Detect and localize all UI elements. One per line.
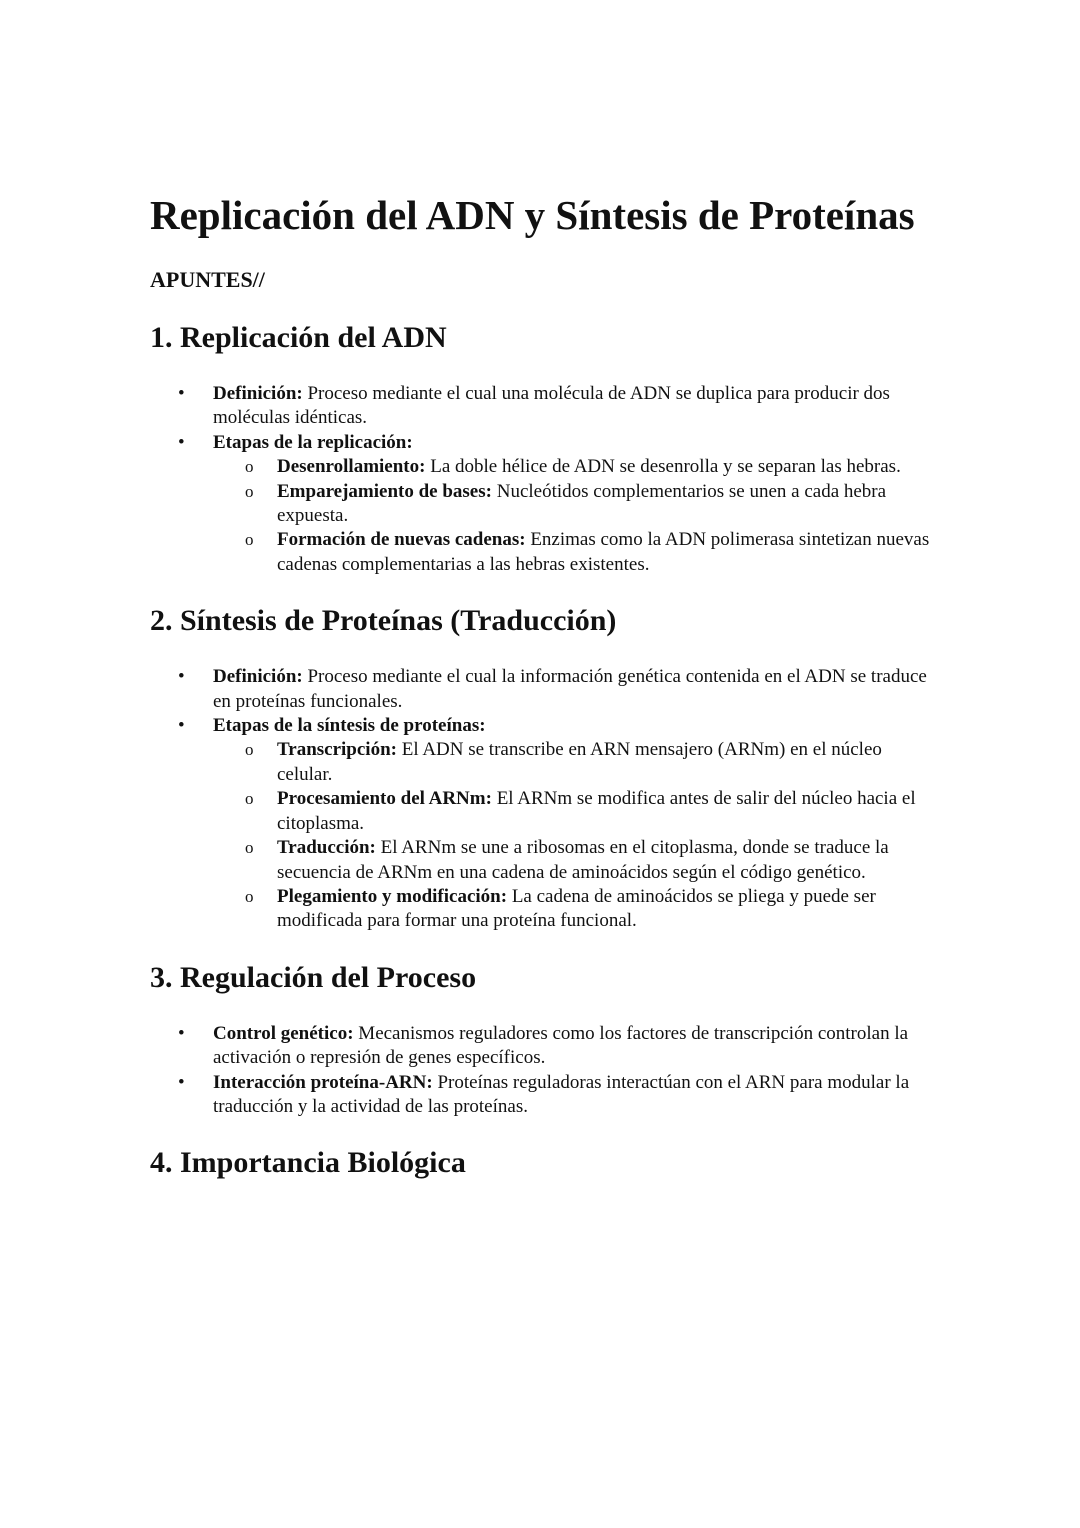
sub-list-item — [213, 528, 940, 577]
item-text: Nucleótidos complementarios se unen a cada hebra expuesta. — [277, 480, 887, 527]
item-term: Traducción: — [277, 837, 376, 859]
item-term: Definición: — [213, 666, 303, 688]
section-heading: 3. Regulación del Proceso — [150, 960, 477, 994]
sub-list-item — [213, 480, 940, 529]
list-item — [150, 714, 940, 934]
item-text: La cadena de aminoácidos se pliega y puede ser modificada para formar una proteína funcional. — [277, 885, 876, 932]
list-item — [150, 431, 940, 577]
sub-list-item — [213, 836, 940, 885]
list-item — [150, 1022, 940, 1071]
item-term: Etapas de la replicación: — [213, 431, 413, 453]
item-term: Etapas de la síntesis de proteínas: — [213, 715, 486, 737]
item-term: Formación de nuevas cadenas: — [277, 529, 526, 551]
item-text: El ADN se transcribe en ARN mensajero (ARNm) en el núcleo celular. — [277, 739, 882, 785]
sub-list-item — [213, 738, 940, 787]
item-term: Interacción proteína-ARN: — [213, 1071, 433, 1093]
item-text: El ARNm se une a ribosomas en el citoplasma, donde se traduce la secuencia de ARNm en una cadena de aminoácidos según el código genético. — [277, 837, 889, 883]
section-heading: 2. Síntesis de Proteínas (Traducción) — [150, 604, 617, 638]
sub-list-item — [213, 455, 940, 479]
item-text: Proceso mediante el cual una molécula de ADN se duplica para producir dos moléculas idénticas. — [213, 383, 890, 429]
sub-list — [213, 738, 940, 933]
item-term: Procesamiento del ARNm: — [277, 788, 492, 810]
section-heading: 4. Importancia Biológica — [150, 1146, 466, 1180]
item-term: Transcripción: — [277, 739, 397, 761]
item-text: El ARNm se modifica antes de salir del núcleo hacia el citoplasma. — [277, 788, 916, 834]
document-subtitle: APUNTES// — [150, 267, 265, 292]
item-text: Proceso mediante el cual la información genética contenida en el ADN se traduce en proteínas funcionales. — [213, 666, 927, 712]
item-term: Plegamiento y modificación: — [277, 885, 508, 907]
document-title: Replicación del ADN y Síntesis de Proteínas — [150, 192, 915, 238]
list-item — [150, 665, 940, 714]
item-text: Enzimas como la ADN polimerasa sintetizan nuevas cadenas complementarias a las hebras existentes. — [277, 529, 930, 575]
list-item — [150, 382, 940, 431]
sub-list — [213, 455, 940, 577]
section-heading: 1. Replicación del ADN — [150, 321, 447, 354]
bullet-list — [150, 382, 940, 577]
document-page — [150, 190, 940, 1207]
item-term: Control genético: — [213, 1022, 354, 1044]
item-term: Desenrollamiento: — [277, 456, 426, 478]
sub-list-item — [213, 885, 940, 934]
item-term: Definición: — [213, 383, 303, 404]
item-term: Emparejamiento de bases: — [277, 480, 492, 502]
item-text: Mecanismos reguladores como los factores de transcripción controlan la activación o represión de genes específicos. — [213, 1022, 909, 1069]
sub-list-item — [213, 787, 940, 836]
bullet-list — [150, 1022, 940, 1120]
list-item — [150, 1071, 940, 1120]
item-text: La doble hélice de ADN se desenrolla y se separan las hebras. — [425, 456, 901, 478]
item-text: Proteínas reguladoras interactúan con el ARN para modular la traducción y la actividad de las proteínas. — [213, 1071, 910, 1117]
bullet-list — [150, 665, 940, 933]
